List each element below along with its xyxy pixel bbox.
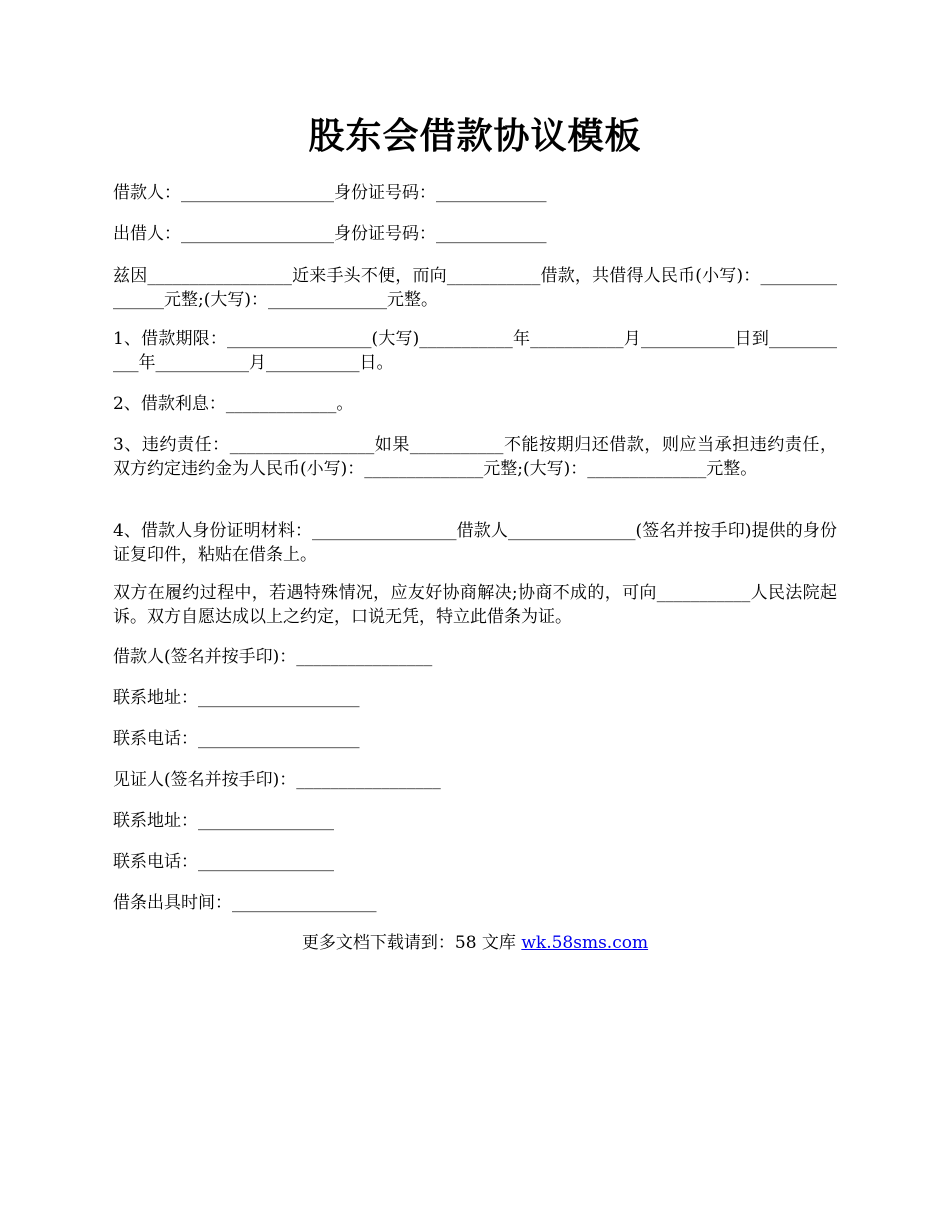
dispute-resolution-paragraph: 双方在履约过程中，若遇特殊情况，应友好协商解决;协商不成的，可向___________人民法院起诉。双方自愿达成以上之约定，口说无凭，特立此借条为证。 bbox=[113, 583, 837, 627]
witness-address-line: 联系地址：________________ bbox=[113, 811, 334, 831]
issue-date-line: 借条出具时间：_________________ bbox=[113, 893, 377, 913]
borrower-line: 借款人：__________________身份证号码：_____________ bbox=[113, 183, 547, 203]
borrower-signature-line: 借款人(签名并按手印)：________________ bbox=[113, 647, 433, 667]
loan-interest-clause: 2、借款利息：_____________。 bbox=[113, 394, 354, 414]
footer-text: 更多文档下载请到：58 文库 bbox=[301, 933, 522, 953]
breach-liability-clause: 3、违约责任：_________________如果___________不能按期归还借款，则应当承担违约责任，双方约定违约金为人民币(小写)：______________元整;(大写)：______________元整。 bbox=[113, 435, 837, 479]
witness-phone-line: 联系电话：________________ bbox=[113, 852, 334, 872]
borrower-address-line: 联系地址：___________________ bbox=[113, 688, 360, 708]
document-title: 股东会借款协议模板 bbox=[308, 115, 642, 157]
loan-term-clause: 1、借款期限：_________________(大写)___________年___________月___________日到___________年___________月___________日。 bbox=[113, 329, 837, 373]
borrower-phone-line: 联系电话：___________________ bbox=[113, 729, 360, 749]
footer-link[interactable]: wk.58sms.com bbox=[521, 933, 649, 953]
footer bbox=[113, 931, 837, 955]
witness-signature-line: 见证人(签名并按手印)：_________________ bbox=[113, 770, 441, 790]
lender-line: 出借人：__________________身份证号码：_____________ bbox=[113, 224, 547, 244]
loan-reason-paragraph: 兹因_________________近来手头不便，而向___________借款，共借得人民币(小写)：_______________元整;(大写)：______________元整。 bbox=[113, 266, 837, 310]
identity-material-clause: 4、借款人身份证明材料：_________________借款人_______________(签名并按手印)提供的身份证复印件，粘贴在借条上。 bbox=[113, 521, 837, 565]
